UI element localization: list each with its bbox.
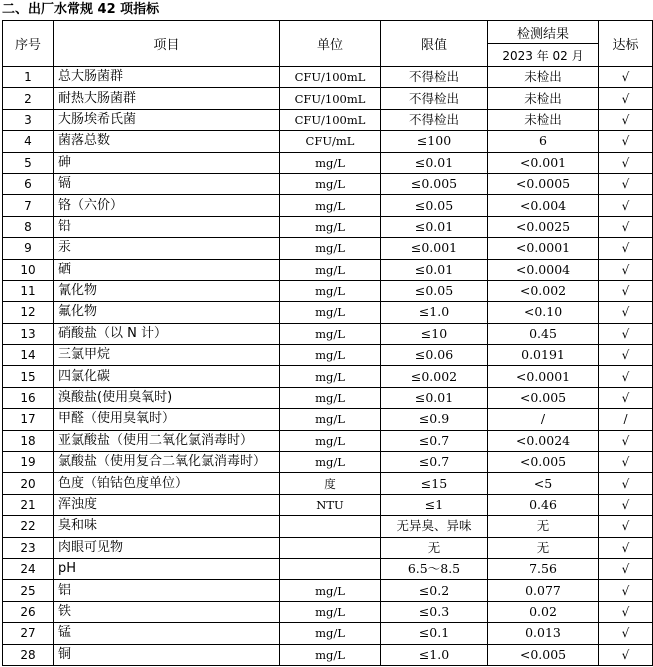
table-row	[3, 195, 653, 216]
water-quality-table	[2, 20, 653, 666]
row-number: 22	[3, 516, 54, 537]
compliance-mark: √	[599, 644, 653, 665]
table-row	[3, 558, 653, 579]
compliance-mark: √	[599, 537, 653, 558]
row-number: 7	[3, 195, 54, 216]
compliance-mark: √	[599, 623, 653, 644]
limit-cell: 不得检出	[381, 109, 488, 130]
table-row	[3, 280, 653, 301]
limit-cell: ≤10	[381, 323, 488, 344]
header-no: 序号	[3, 21, 54, 67]
row-number: 13	[3, 323, 54, 344]
compliance-mark: √	[599, 366, 653, 387]
limit-cell: ≤0.06	[381, 345, 488, 366]
row-number: 18	[3, 430, 54, 451]
row-number: 26	[3, 601, 54, 622]
result-cell: 7.56	[488, 558, 599, 579]
item-name: 铝	[54, 580, 280, 601]
result-cell: 无	[488, 537, 599, 558]
row-number: 27	[3, 623, 54, 644]
document-title: 二、出厂水常规 42 项指标	[2, 2, 160, 17]
table-row	[3, 302, 653, 323]
row-number: 21	[3, 494, 54, 515]
compliance-mark: √	[599, 516, 653, 537]
item-name: 氯酸盐（使用复合二氧化氯消毒时）	[54, 452, 280, 473]
limit-cell: 无	[381, 537, 488, 558]
limit-cell: ≤0.01	[381, 216, 488, 237]
item-name: 大肠埃希氏菌	[54, 109, 280, 130]
unit-cell: mg/L	[280, 280, 381, 301]
row-number: 25	[3, 580, 54, 601]
limit-cell: ≤1.0	[381, 302, 488, 323]
table-row	[3, 494, 653, 515]
item-name: pH	[54, 558, 280, 579]
unit-cell: mg/L	[280, 580, 381, 601]
limit-cell: ≤0.2	[381, 580, 488, 601]
limit-cell: ≤15	[381, 473, 488, 494]
item-name: 铜	[54, 644, 280, 665]
unit-cell: mg/L	[280, 302, 381, 323]
result-cell: 无	[488, 516, 599, 537]
limit-cell: ≤100	[381, 131, 488, 152]
limit-cell: ≤0.7	[381, 452, 488, 473]
limit-cell: ≤0.3	[381, 601, 488, 622]
table-row	[3, 580, 653, 601]
compliance-mark: √	[599, 302, 653, 323]
compliance-mark: √	[599, 216, 653, 237]
header-ok: 达标	[599, 21, 653, 67]
result-cell: 0.013	[488, 623, 599, 644]
unit-cell: CFU/100mL	[280, 88, 381, 109]
row-number: 12	[3, 302, 54, 323]
unit-cell: mg/L	[280, 430, 381, 451]
compliance-mark: √	[599, 345, 653, 366]
result-cell: <0.0024	[488, 430, 599, 451]
result-cell: <0.004	[488, 195, 599, 216]
result-cell: <5	[488, 473, 599, 494]
unit-cell: mg/L	[280, 452, 381, 473]
unit-cell: mg/L	[280, 259, 381, 280]
item-name: 锰	[54, 623, 280, 644]
table-row	[3, 323, 653, 344]
item-name: 砷	[54, 152, 280, 173]
unit-cell: mg/L	[280, 216, 381, 237]
unit-cell: mg/L	[280, 195, 381, 216]
table-row	[3, 216, 653, 237]
table-row	[3, 409, 653, 430]
table-row	[3, 452, 653, 473]
compliance-mark: /	[599, 409, 653, 430]
row-number: 6	[3, 173, 54, 194]
result-cell: <0.0001	[488, 238, 599, 259]
row-number: 5	[3, 152, 54, 173]
compliance-mark: √	[599, 430, 653, 451]
item-name: 三氯甲烷	[54, 345, 280, 366]
header-date: 2023 年 02 月	[488, 44, 599, 67]
table-row	[3, 516, 653, 537]
result-cell: 未检出	[488, 67, 599, 88]
limit-cell: 不得检出	[381, 67, 488, 88]
unit-cell: mg/L	[280, 366, 381, 387]
compliance-mark: √	[599, 323, 653, 344]
result-cell: /	[488, 409, 599, 430]
unit-cell	[280, 537, 381, 558]
row-number: 3	[3, 109, 54, 130]
result-cell: 未检出	[488, 109, 599, 130]
table-row	[3, 259, 653, 280]
result-cell: <0.0004	[488, 259, 599, 280]
unit-cell: mg/L	[280, 323, 381, 344]
table-row	[3, 537, 653, 558]
row-number: 23	[3, 537, 54, 558]
compliance-mark: √	[599, 259, 653, 280]
row-number: 9	[3, 238, 54, 259]
row-number: 2	[3, 88, 54, 109]
row-number: 14	[3, 345, 54, 366]
limit-cell: 6.5～8.5	[381, 558, 488, 579]
item-name: 亚氯酸盐（使用二氧化氯消毒时）	[54, 430, 280, 451]
compliance-mark: √	[599, 473, 653, 494]
limit-cell: 不得检出	[381, 88, 488, 109]
unit-cell: mg/L	[280, 152, 381, 173]
header-item: 项目	[54, 21, 280, 67]
item-name: 浑浊度	[54, 494, 280, 515]
result-cell: <0.0025	[488, 216, 599, 237]
table-row	[3, 473, 653, 494]
row-number: 19	[3, 452, 54, 473]
result-cell: <0.002	[488, 280, 599, 301]
item-name: 四氯化碳	[54, 366, 280, 387]
table-row	[3, 238, 653, 259]
result-cell: <0.10	[488, 302, 599, 323]
item-name: 溴酸盐(使用臭氧时)	[54, 387, 280, 408]
limit-cell: ≤0.01	[381, 152, 488, 173]
limit-cell: ≤0.9	[381, 409, 488, 430]
unit-cell: CFU/mL	[280, 131, 381, 152]
unit-cell	[280, 516, 381, 537]
result-cell: 0.077	[488, 580, 599, 601]
compliance-mark: √	[599, 558, 653, 579]
header-limit: 限值	[381, 21, 488, 67]
item-name: 氟化物	[54, 302, 280, 323]
limit-cell: ≤0.002	[381, 366, 488, 387]
row-number: 28	[3, 644, 54, 665]
compliance-mark: √	[599, 67, 653, 88]
result-cell: <0.005	[488, 452, 599, 473]
table-row	[3, 88, 653, 109]
result-cell: <0.005	[488, 644, 599, 665]
compliance-mark: √	[599, 238, 653, 259]
row-number: 8	[3, 216, 54, 237]
item-name: 铅	[54, 216, 280, 237]
compliance-mark: √	[599, 131, 653, 152]
unit-cell: mg/L	[280, 644, 381, 665]
compliance-mark: √	[599, 280, 653, 301]
row-number: 1	[3, 67, 54, 88]
result-cell: <0.001	[488, 152, 599, 173]
unit-cell: mg/L	[280, 409, 381, 430]
result-cell: 0.45	[488, 323, 599, 344]
item-name: 耐热大肠菌群	[54, 88, 280, 109]
compliance-mark: √	[599, 152, 653, 173]
row-number: 11	[3, 280, 54, 301]
unit-cell: mg/L	[280, 173, 381, 194]
unit-cell: mg/L	[280, 623, 381, 644]
item-name: 铁	[54, 601, 280, 622]
compliance-mark: √	[599, 88, 653, 109]
result-cell: <0.0005	[488, 173, 599, 194]
limit-cell: ≤1	[381, 494, 488, 515]
result-cell: <0.0001	[488, 366, 599, 387]
compliance-mark: √	[599, 452, 653, 473]
table-row	[3, 430, 653, 451]
compliance-mark: √	[599, 601, 653, 622]
item-name: 硒	[54, 259, 280, 280]
item-name: 汞	[54, 238, 280, 259]
unit-cell: mg/L	[280, 238, 381, 259]
limit-cell: 无异臭、异味	[381, 516, 488, 537]
header-unit: 单位	[280, 21, 381, 67]
table-row	[3, 644, 653, 665]
header-result: 检测结果	[488, 21, 599, 44]
table-row	[3, 601, 653, 622]
result-cell: 0.0191	[488, 345, 599, 366]
row-number: 15	[3, 366, 54, 387]
table-row	[3, 173, 653, 194]
result-cell: <0.005	[488, 387, 599, 408]
row-number: 20	[3, 473, 54, 494]
item-name: 硝酸盐（以 N 计）	[54, 323, 280, 344]
result-cell: 0.46	[488, 494, 599, 515]
item-name: 菌落总数	[54, 131, 280, 152]
unit-cell: mg/L	[280, 345, 381, 366]
row-number: 17	[3, 409, 54, 430]
limit-cell: ≤0.01	[381, 259, 488, 280]
row-number: 10	[3, 259, 54, 280]
compliance-mark: √	[599, 387, 653, 408]
table-row	[3, 152, 653, 173]
limit-cell: ≤1.0	[381, 644, 488, 665]
limit-cell: ≤0.001	[381, 238, 488, 259]
compliance-mark: √	[599, 580, 653, 601]
table-row	[3, 345, 653, 366]
item-name: 氰化物	[54, 280, 280, 301]
limit-cell: ≤0.01	[381, 387, 488, 408]
item-name: 甲醛（使用臭氧时）	[54, 409, 280, 430]
item-name: 铬（六价）	[54, 195, 280, 216]
table-row	[3, 387, 653, 408]
item-name: 镉	[54, 173, 280, 194]
table-row	[3, 109, 653, 130]
result-cell: 未检出	[488, 88, 599, 109]
unit-cell: mg/L	[280, 387, 381, 408]
table-row	[3, 623, 653, 644]
item-name: 肉眼可见物	[54, 537, 280, 558]
compliance-mark: √	[599, 173, 653, 194]
row-number: 24	[3, 558, 54, 579]
item-name: 总大肠菌群	[54, 67, 280, 88]
unit-cell: CFU/100mL	[280, 109, 381, 130]
unit-cell: mg/L	[280, 601, 381, 622]
compliance-mark: √	[599, 494, 653, 515]
result-cell: 6	[488, 131, 599, 152]
limit-cell: ≤0.05	[381, 280, 488, 301]
compliance-mark: √	[599, 195, 653, 216]
limit-cell: ≤0.05	[381, 195, 488, 216]
table-row	[3, 131, 653, 152]
result-cell: 0.02	[488, 601, 599, 622]
limit-cell: ≤0.1	[381, 623, 488, 644]
item-name: 色度（铂钴色度单位）	[54, 473, 280, 494]
unit-cell: CFU/100mL	[280, 67, 381, 88]
compliance-mark: √	[599, 109, 653, 130]
row-number: 16	[3, 387, 54, 408]
limit-cell: ≤0.7	[381, 430, 488, 451]
table-row	[3, 67, 653, 88]
unit-cell	[280, 558, 381, 579]
unit-cell: 度	[280, 473, 381, 494]
table-body	[3, 67, 653, 666]
unit-cell: NTU	[280, 494, 381, 515]
item-name: 臭和味	[54, 516, 280, 537]
limit-cell: ≤0.005	[381, 173, 488, 194]
table-row	[3, 366, 653, 387]
row-number: 4	[3, 131, 54, 152]
